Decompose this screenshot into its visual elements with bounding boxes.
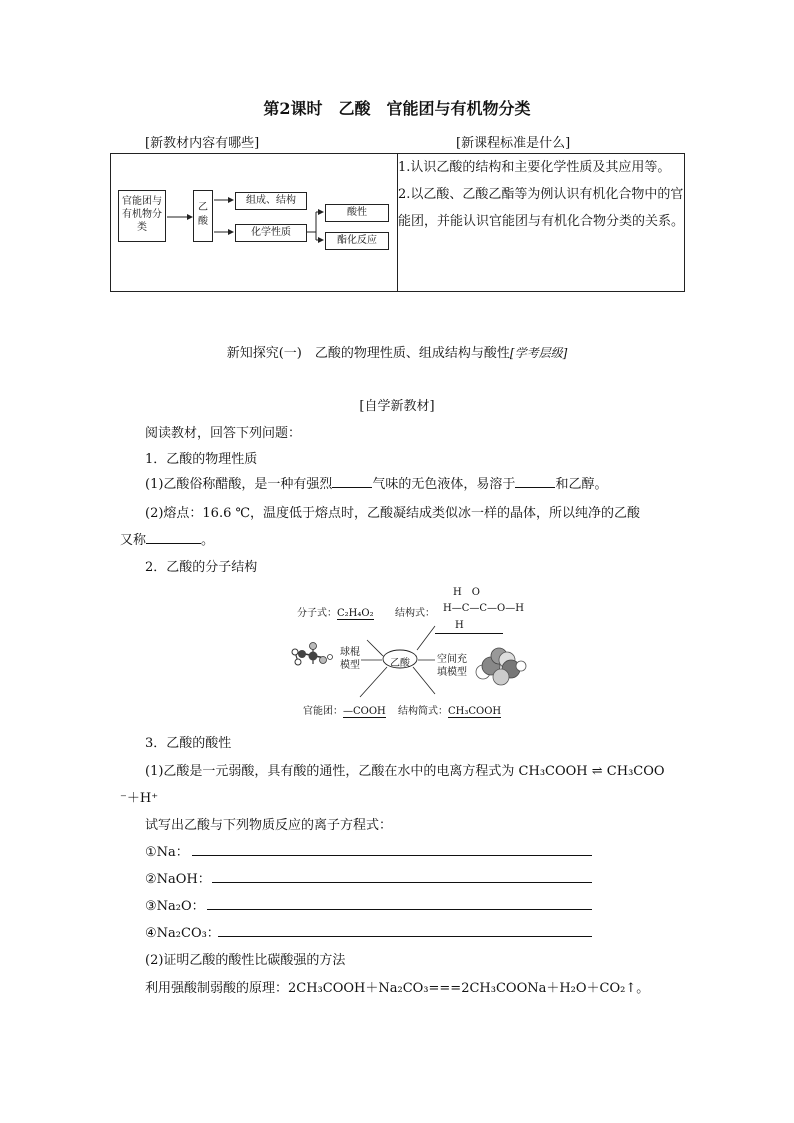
header-new-content: [新教材内容有哪些]: [145, 136, 260, 151]
section-level: [学考层级]: [509, 346, 568, 360]
part3-item1-cont: ⁻＋H⁺: [120, 791, 159, 806]
part1-item2-cont: 又称 。: [120, 533, 215, 548]
answer-line-na: [192, 855, 592, 856]
header-new-standards: [新课程标准是什么]: [456, 136, 571, 151]
part3-item1: (1)乙酸是一元弱酸，具有酸的通性，乙酸在水中的电离方程式为 CH₃COOH ⇌ CH₃COO: [145, 764, 665, 779]
space-fill-label-1: 空间充: [437, 654, 467, 665]
intro-text: 阅读教材，回答下列问题：: [145, 426, 302, 441]
blank-glacial: [146, 531, 201, 544]
standard-1: 1.认识乙酸的结构和主要化学性质及其应用等。: [398, 160, 671, 175]
struct-top: H O: [453, 587, 480, 598]
ball-stick-model-icon: [292, 643, 333, 666]
struct-mid: H—C—C—O—H: [443, 603, 524, 614]
reactant-naoh: ②NaOH：: [145, 872, 211, 887]
diagram-composition-box: 组成、结构: [235, 192, 307, 210]
struct-underline: [435, 633, 503, 634]
standards-cell: [398, 154, 685, 292]
standard-2: 2.以乙酸、乙酸乙酯等为例认识有机化合物中的官能团，并能认识官能团与有机化合物分类的关系。: [398, 187, 685, 229]
part1-item1: (1)乙酸俗称醋酸，是一种有强烈 气味的无色液体，易溶于 和乙醇。: [145, 477, 608, 492]
concept-diagram: [111, 154, 397, 291]
diagram-chemical-box: 化学性质: [235, 224, 307, 242]
section-title: 新知探究(一) 乙酸的物理性质、组成结构与酸性: [226, 346, 510, 361]
reactant-na: ①Na：: [145, 845, 189, 860]
section-heading: [0, 342, 794, 361]
diagram-esterification-box: 酯化反应: [325, 232, 389, 250]
diagram-root-box: 官能团与有机物分类: [118, 190, 166, 242]
structure-connectors: [285, 580, 535, 720]
struct-bottom: H: [455, 620, 464, 631]
part2-heading: 2．乙酸的分子结构: [145, 560, 258, 575]
simplified-formula: 结构简式：CH₃COOH: [398, 706, 502, 717]
ball-stick-label-1: 球棍: [340, 647, 360, 658]
self-study-label: [自学新教材]: [359, 399, 435, 414]
molecular-formula: 分子式：C₂H₄O₂: [297, 608, 374, 619]
reactant-na2co3: ④Na₂CO₃：: [145, 926, 220, 941]
reactant-na2o: ③Na₂O：: [145, 899, 205, 914]
part3-heading: 3．乙酸的酸性: [145, 736, 232, 751]
page-title: 第2课时 乙酸 官能团与有机物分类: [263, 99, 531, 118]
ball-stick-label-2: 模型: [340, 660, 360, 671]
functional-group: 官能团：—COOH: [303, 706, 386, 717]
part3-item2: (2)证明乙酸的酸性比碳酸强的方法: [145, 953, 346, 968]
concept-diagram-cell: [111, 154, 398, 292]
answer-line-na2co3: [218, 936, 592, 937]
answer-line-naoh: [212, 882, 592, 883]
blank-odor: [332, 475, 372, 488]
part3-prompt: 试写出乙酸与下列物质反应的离子方程式：: [145, 818, 393, 833]
part1-heading: 1．乙酸的物理性质: [145, 452, 258, 467]
part3-principle: 利用强酸制弱酸的原理：2CH₃COOH＋Na₂CO₃===2CH₃COONa＋H₂O＋CO₂↑。: [145, 981, 650, 996]
answer-line-na2o: [207, 909, 592, 910]
space-filling-model-icon: [476, 648, 526, 685]
blank-solvent: [515, 475, 555, 488]
center-label: 乙酸: [390, 658, 410, 669]
diagram-acidity-box: 酸性: [325, 204, 389, 222]
intro-table: [110, 153, 685, 292]
structure-diagram: [285, 580, 535, 720]
part1-item2: (2)熔点：16.6 ℃，温度低于熔点时，乙酸凝结成类似冰一样的晶体，所以纯净的乙酸: [145, 506, 641, 521]
diagram-middle-box: 乙酸: [193, 190, 213, 242]
structural-formula-label: 结构式：: [395, 608, 435, 619]
space-fill-label-2: 填模型: [437, 667, 467, 678]
